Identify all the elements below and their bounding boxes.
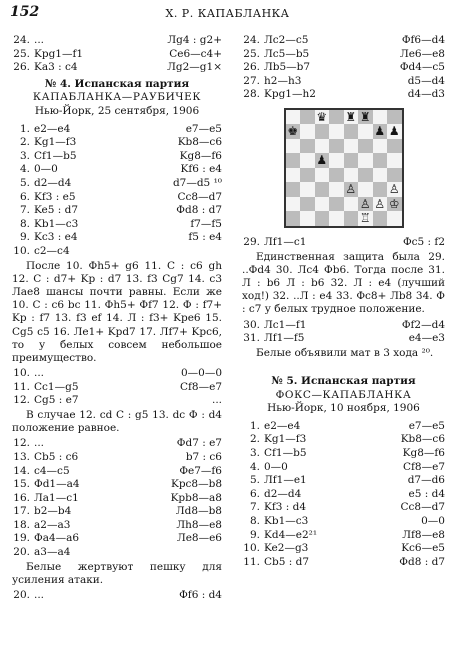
move-list [12, 589, 222, 603]
annotation-text: Белые жертвуют пешку для усиления атаки. [12, 560, 222, 586]
white-move: b2—b4 [34, 505, 72, 518]
board-square [344, 153, 359, 168]
board-square [344, 124, 359, 139]
board-square [387, 153, 402, 168]
black-move: Cc8—d7 [177, 190, 222, 203]
move-row [242, 447, 445, 461]
chess-piece-square: ♙ [345, 182, 357, 197]
move-row [12, 381, 222, 395]
black-move: Kb8—c6 [177, 136, 222, 149]
white-move: a3—a4 [34, 546, 71, 559]
white-move: c2—c4 [34, 244, 70, 257]
move-list [12, 437, 222, 559]
move-number: 3. [249, 446, 260, 459]
white-move: Kd4—e2²¹ [264, 528, 318, 541]
move-number: 12. [13, 394, 30, 407]
black-move: f7—f5 [190, 217, 222, 230]
chess-piece-square: ♙ [388, 182, 400, 197]
black-move: Лe8—e6 [176, 532, 222, 545]
move-number: 8. [19, 217, 30, 230]
black-move: Kg8—f6 [402, 446, 445, 459]
board-square [329, 110, 344, 125]
move-number: 25. [243, 47, 260, 60]
black-move: Лh8—e8 [176, 518, 222, 531]
board-square [387, 168, 402, 183]
move-number: 6. [249, 487, 260, 500]
board-square [387, 211, 402, 226]
page-number: 152 [10, 4, 40, 20]
move-row [242, 433, 445, 447]
move-row [242, 461, 445, 475]
white-move: ... [34, 589, 45, 602]
move-number: 20. [13, 589, 30, 602]
board-square [315, 182, 330, 197]
move-row [12, 589, 222, 603]
black-move: Лg2—g1× [167, 61, 222, 74]
move-row [242, 488, 445, 502]
move-number: 1. [249, 419, 260, 432]
move-row [242, 420, 445, 434]
black-move: Фd8 : d7 [176, 204, 222, 217]
annotation-text: После 10. Фh5+ g6 11. C : c6 gh 12. C : d7+ Kp : d7 13. f3 Cg7 14. c3 Лae8 шансы почти равны. Если же 10. C : c6 bc 11. Фh5+ Фf7 12. Ф : f7+ Kp : f7 13. f3 ef 14. Л : f3+ Kpe6 15. Cg5 c5 16. Лe1+ Kpd7 17. Лf7+ Kpc6, то у белых совсем небольшое преимущество. [12, 259, 222, 364]
move-row [12, 150, 222, 164]
game-players: ФОКС—КАПАБЛАНКА [275, 388, 412, 401]
black-move: Kf6 : e4 [180, 163, 222, 176]
black-move: d5—d4 [407, 74, 445, 87]
board-square [373, 139, 388, 154]
board-square [286, 168, 301, 183]
move-number: 2. [19, 136, 30, 149]
move-row [242, 319, 445, 333]
white-move: d2—d4 [264, 487, 302, 500]
board-square [300, 211, 315, 226]
chess-piece-square: ♔ [388, 196, 400, 211]
white-move: Kf3 : d4 [264, 501, 307, 514]
board-square [300, 124, 315, 139]
move-number: 31. [243, 332, 260, 345]
move-number: 3. [19, 149, 30, 162]
move-list [12, 123, 222, 259]
game-title: № 5. Испанская партия [271, 374, 416, 387]
board-square [329, 139, 344, 154]
move-row [12, 367, 222, 381]
chess-piece-square: ♚ [287, 124, 299, 139]
chess-piece-square: ♙ [374, 196, 386, 211]
black-move: Лd8—b8 [175, 505, 222, 518]
white-move: 0—0 [34, 163, 58, 176]
move-number: 25. [13, 47, 30, 60]
move-row [12, 394, 222, 408]
board-square [315, 197, 330, 212]
board-square [300, 139, 315, 154]
page-header [10, 4, 445, 24]
black-move: Kpb8—a8 [170, 491, 222, 504]
black-move: Фf6—d4 [401, 34, 445, 46]
white-move: Лf1—c1 [264, 235, 307, 248]
board-square [358, 168, 373, 183]
chess-piece-square: ♜ [359, 109, 371, 124]
move-number: 14. [13, 464, 30, 477]
move-row [242, 515, 445, 529]
board-square [344, 139, 359, 154]
left-column [12, 34, 222, 603]
move-number: 29. [243, 235, 260, 248]
game-place-date: Нью-Йорк, 10 ноября, 1906 [267, 402, 420, 415]
board-square [286, 211, 301, 226]
white-move: Kg1—f3 [264, 433, 307, 446]
white-move: ... [34, 34, 45, 46]
move-list [242, 236, 445, 250]
move-row [12, 163, 222, 177]
board-square [315, 124, 330, 139]
annotation-text: В случае 12. cd C : g5 13. dc Ф : d4 положение равное. [12, 408, 222, 435]
chess-piece-square: ♖ [359, 211, 371, 226]
board-square [300, 182, 315, 197]
move-number: 10. [13, 367, 30, 380]
black-move: Фd7 : e7 [176, 437, 222, 450]
board-square [300, 197, 315, 212]
black-move: e5 : d4 [408, 487, 445, 500]
move-row [12, 505, 222, 519]
move-row [12, 48, 222, 62]
white-move: d2—d4 [34, 176, 72, 189]
move-number: 4. [249, 460, 260, 473]
move-number: 18. [13, 518, 30, 531]
white-move: Лb5—b7 [264, 61, 311, 74]
move-number: 13. [13, 450, 30, 463]
move-row [242, 332, 445, 346]
move-row [12, 34, 222, 48]
black-move: 0—0—0 [180, 367, 222, 380]
board-square [329, 182, 344, 197]
black-move: Фf6 : d4 [179, 589, 222, 602]
white-move: Лc5—b5 [264, 47, 310, 60]
black-move: Cf8—e7 [403, 460, 445, 473]
board-square [373, 211, 388, 226]
move-number: 1. [19, 122, 30, 135]
move-row [12, 519, 222, 533]
board-square [344, 168, 359, 183]
move-number: 11. [243, 555, 260, 568]
move-number: 16. [13, 491, 30, 504]
board-square [329, 197, 344, 212]
board-square [344, 197, 359, 212]
black-move: Cc8—d7 [400, 501, 445, 514]
board-square [373, 153, 388, 168]
board-square [329, 168, 344, 183]
chess-piece-square: ♜ [345, 109, 357, 124]
black-move: Kg8—f6 [179, 149, 222, 162]
board-square [329, 211, 344, 226]
white-move: Cf1—b5 [264, 446, 307, 459]
chess-piece-square: ♟ [374, 124, 386, 139]
chess-piece-square: ♛ [316, 109, 328, 124]
board-square [373, 168, 388, 183]
game-players: КАПАБЛАНКА—РАУБИЧЕК [32, 91, 202, 104]
black-move: Лe6—e8 [399, 47, 445, 60]
white-move: Ke5 : d7 [34, 204, 79, 217]
move-number: 6. [19, 190, 30, 203]
move-row [12, 451, 222, 465]
board-square [373, 110, 388, 125]
running-head: Х. Р. КАПАБЛАНКА [165, 7, 290, 20]
board-square [300, 110, 315, 125]
white-move: Kg1—f3 [34, 136, 77, 149]
move-row [12, 492, 222, 506]
board-square [315, 211, 330, 226]
move-row [12, 218, 222, 232]
black-move: Фc5 : f2 [402, 235, 445, 248]
black-move: d4—d3 [407, 88, 445, 101]
move-number: 7. [249, 501, 260, 514]
black-move: ... [211, 394, 222, 407]
board-square [373, 182, 388, 197]
chess-piece-square: ♟ [388, 124, 400, 139]
move-number: 24. [13, 34, 30, 46]
black-move: Фd4—c5 [399, 61, 445, 74]
white-move: Cc1—g5 [34, 380, 79, 393]
board-square [358, 182, 373, 197]
board-square [358, 124, 373, 139]
move-row [12, 177, 222, 191]
move-number: 12. [13, 437, 30, 450]
chess-piece-square: ♟ [316, 153, 328, 168]
black-move: e4—e3 [408, 332, 445, 345]
white-move: Kf3 : e5 [34, 190, 76, 203]
black-move: d7—d5 ¹⁰ [172, 176, 222, 189]
move-row [12, 136, 222, 150]
board-square [286, 139, 301, 154]
board-square [344, 211, 359, 226]
move-list [12, 34, 222, 75]
white-move: Ka3 : c4 [34, 61, 78, 74]
move-row [242, 34, 445, 48]
move-number: 9. [249, 528, 260, 541]
white-move: c4—c5 [34, 464, 70, 477]
move-number: 17. [13, 505, 30, 518]
move-row [12, 61, 222, 75]
white-move: Kc3 : e4 [34, 231, 78, 244]
white-move: h2—h3 [264, 74, 302, 87]
move-number: 5. [249, 474, 260, 487]
white-move: Лa1—c1 [34, 491, 79, 504]
move-row [242, 236, 445, 250]
board-square [387, 110, 402, 125]
white-move: Фa4—a6 [34, 532, 80, 545]
white-move: Cb5 : d7 [264, 555, 310, 568]
move-row [12, 465, 222, 479]
move-number: 27. [243, 74, 260, 87]
board-square [358, 139, 373, 154]
white-move: e2—e4 [34, 122, 71, 135]
black-move: b7 : c6 [185, 450, 222, 463]
black-move: e7—e5 [185, 122, 222, 135]
move-number: 2. [249, 433, 260, 446]
black-move: 0—0 [421, 514, 445, 527]
move-number: 26. [13, 61, 30, 74]
move-number: 11. [13, 380, 30, 393]
move-row [12, 204, 222, 218]
move-number: 9. [19, 231, 30, 244]
board-square [286, 153, 301, 168]
white-move: Лf1—e1 [264, 474, 307, 487]
move-row [242, 556, 445, 570]
black-move: Kpc8—b8 [170, 478, 222, 491]
white-move: Kpg1—h2 [264, 88, 316, 101]
move-number: 4. [19, 163, 30, 176]
move-number: 7. [19, 204, 30, 217]
black-move: Kb8—c6 [400, 433, 445, 446]
move-list [242, 420, 445, 570]
white-move: Kb1—c3 [34, 217, 79, 230]
move-row [242, 88, 445, 102]
black-move [124, 546, 222, 560]
move-row [242, 501, 445, 515]
board-square [286, 182, 301, 197]
white-move: 0—0 [264, 460, 288, 473]
black-move: Лg4 : g2+ [167, 34, 222, 46]
move-row [242, 529, 445, 543]
move-row [12, 532, 222, 546]
white-move: Cg5 : e7 [34, 394, 79, 407]
move-row [242, 61, 445, 75]
chess-piece-square: ♙ [359, 196, 371, 211]
right-column [242, 34, 445, 569]
board-square [315, 168, 330, 183]
white-move: Лc1—f1 [264, 318, 307, 331]
move-number: 5. [19, 176, 30, 189]
move-row [12, 546, 222, 560]
annotation-text: Единственная защита была 29. ..Фd4 30. Лc4 Фb6. Тогда после 31. Л : b6 Л : b6 32. Л : e4 (лучший ход!) 32. ..Л : e4 33. Фc8+ Лb8 34. Ф : c7 у белых трудное положение. [242, 250, 445, 316]
black-move: Ce6—c4+ [169, 47, 222, 60]
move-row [12, 231, 222, 245]
move-row [242, 75, 445, 89]
move-number: 19. [13, 532, 30, 545]
white-move: e2—e4 [264, 419, 301, 432]
black-move: Фe7—f6 [179, 464, 222, 477]
black-move: f5 : e4 [188, 231, 222, 244]
move-number: 26. [243, 61, 260, 74]
white-move: Kpg1—f1 [34, 47, 84, 60]
move-row [242, 474, 445, 488]
move-list [12, 367, 222, 408]
move-row [12, 245, 222, 259]
white-move: Cb5 : c6 [34, 450, 79, 463]
white-move: Ke2—g3 [264, 542, 309, 555]
move-row [12, 478, 222, 492]
black-move: Kc6—e5 [401, 542, 445, 555]
move-list [242, 34, 445, 102]
board-square [329, 153, 344, 168]
move-number: 24. [243, 34, 260, 46]
board-square [300, 168, 315, 183]
black-move: Фf2—d4 [401, 318, 445, 331]
move-row [12, 123, 222, 137]
annotation-text: Белые объявили мат в 3 хода ²⁰. [256, 346, 434, 359]
chess-diagram [284, 108, 404, 228]
black-move: d7—d6 [407, 474, 445, 487]
black-move: Фd8 : d7 [399, 555, 445, 568]
black-move [124, 245, 222, 259]
move-number: 10. [243, 542, 260, 555]
game-place-date: Нью-Йорк, 25 сентября, 1906 [34, 104, 200, 117]
game-title: № 4. Испанская партия [44, 77, 190, 90]
move-number: 10. [13, 244, 30, 257]
white-move: ... [34, 367, 45, 380]
board-square [286, 197, 301, 212]
white-move: ... [34, 437, 45, 450]
board-square [286, 110, 301, 125]
black-move: Cf8—e7 [180, 380, 222, 393]
move-number: 8. [249, 514, 260, 527]
white-move: a2—a3 [34, 518, 71, 531]
white-move: Cf1—b5 [34, 149, 77, 162]
move-number: 28. [243, 88, 260, 101]
white-move: Фd1—a4 [34, 478, 80, 491]
move-row [242, 48, 445, 62]
board-square [329, 124, 344, 139]
white-move: Kb1—c3 [264, 514, 309, 527]
move-list [242, 319, 445, 346]
board-square [387, 139, 402, 154]
board-square [315, 139, 330, 154]
black-move: Лf8—e8 [402, 528, 445, 541]
board-square [358, 153, 373, 168]
white-move: Лf1—f5 [264, 332, 305, 345]
board-square [300, 153, 315, 168]
move-row [12, 191, 222, 205]
move-number: 15. [13, 478, 30, 491]
move-row [242, 542, 445, 556]
move-row [12, 437, 222, 451]
move-number: 20. [13, 546, 30, 559]
move-number: 30. [243, 318, 260, 331]
black-move: e7—e5 [408, 419, 445, 432]
white-move: Лc2—c5 [264, 34, 309, 46]
